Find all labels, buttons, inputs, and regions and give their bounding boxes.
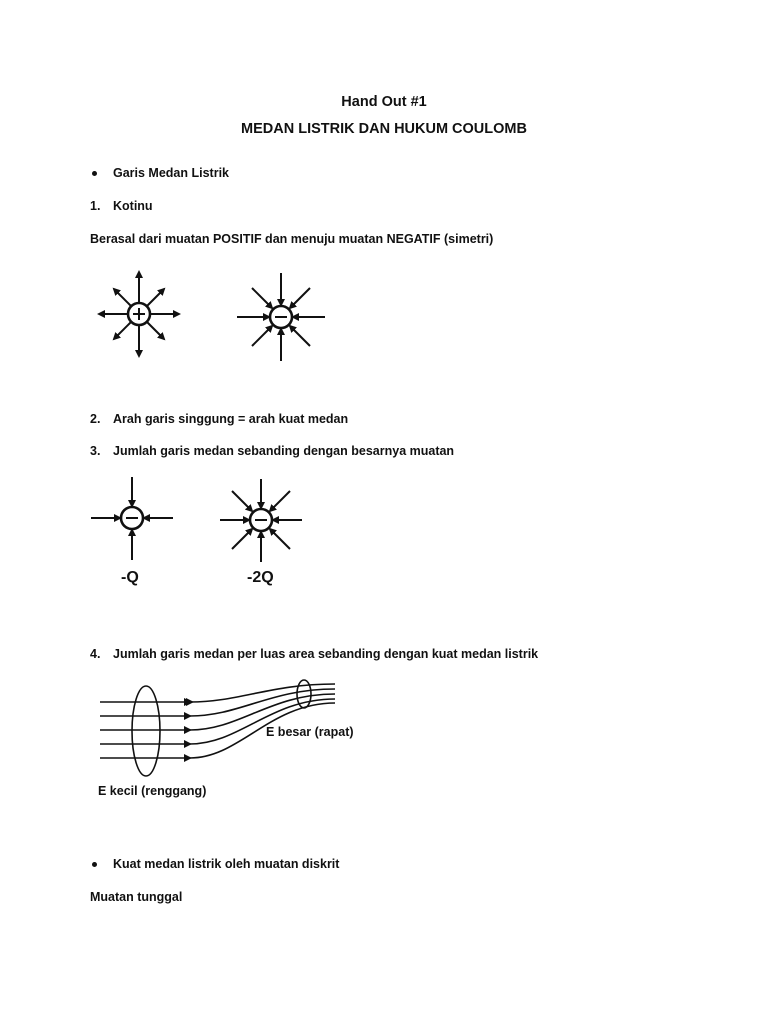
page-title: Hand Out #1	[341, 94, 427, 110]
field-line-arrows	[184, 698, 192, 762]
field-lines	[100, 684, 335, 758]
item-3-text: Jumlah garis medan sebanding dengan besarnya muatan	[113, 444, 455, 458]
small-area-ellipse	[297, 680, 311, 708]
item-number-2: 2.	[90, 412, 101, 426]
item-number-1: 1.	[90, 199, 101, 213]
section-heading-garis-medan: Garis Medan Listrik	[113, 166, 230, 180]
charge-label-q: -Q	[121, 569, 139, 586]
item-2-text: Arah garis singgung = arah kuat medan	[113, 412, 349, 426]
page-subtitle: MEDAN LISTRIK DAN HUKUM COULOMB	[241, 121, 527, 137]
bullet-marker	[92, 862, 97, 867]
charge-label-2q: -2Q	[247, 569, 274, 586]
section-heading-muatan-diskrit: Kuat medan listrik oleh muatan diskrit	[113, 857, 340, 871]
item-1-text: Kotinu	[113, 199, 153, 213]
item-number-3: 3.	[90, 444, 101, 458]
item-4-text: Jumlah garis medan per luas area sebanding dengan kuat medan listrik	[113, 647, 539, 661]
item-number-4: 4.	[90, 647, 101, 661]
large-area-ellipse	[132, 686, 160, 776]
label-e-kecil: E kecil (renggang)	[98, 784, 207, 798]
subheading-muatan-tunggal: Muatan tunggal	[90, 890, 183, 904]
label-e-besar: E besar (rapat)	[266, 725, 354, 739]
item-1-description: Berasal dari muatan POSITIF dan menuju muatan NEGATIF (simetri)	[90, 232, 494, 246]
